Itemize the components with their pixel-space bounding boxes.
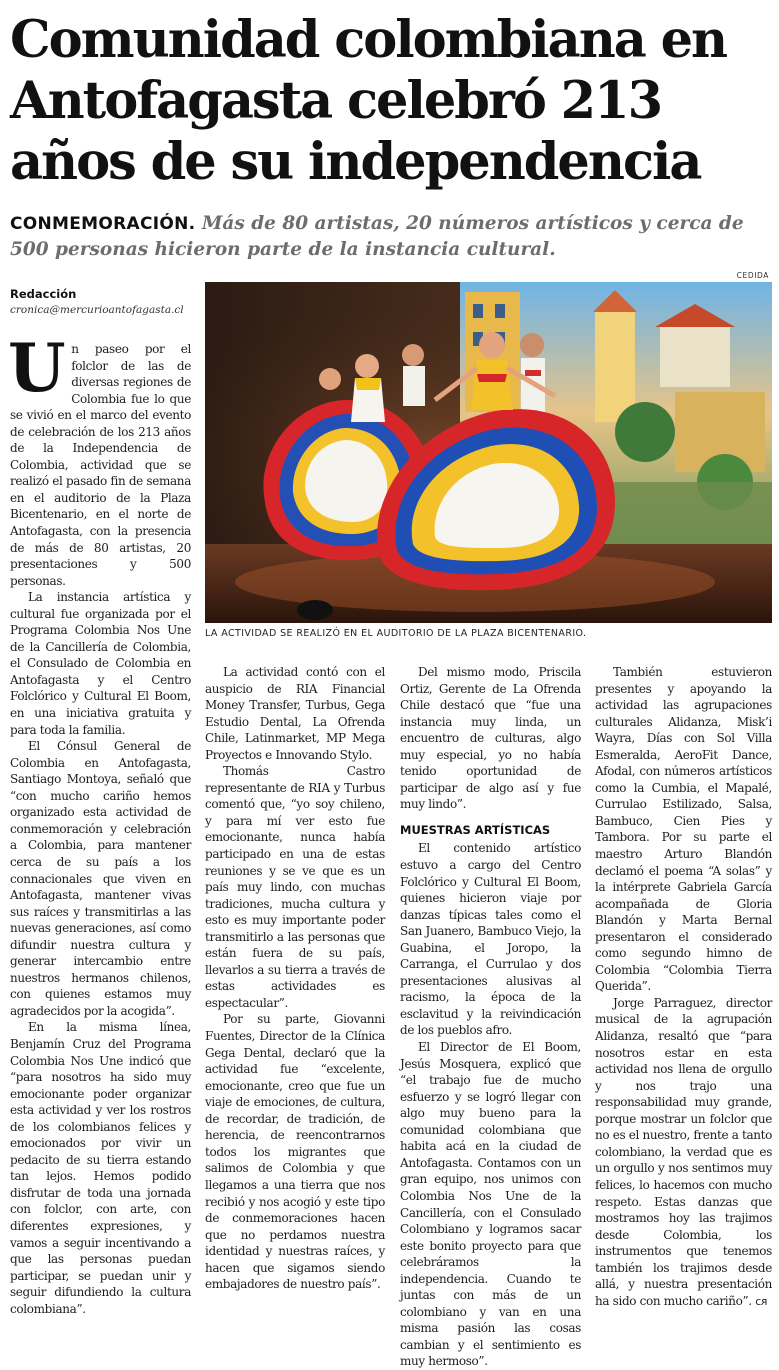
- byline-email: cronica@mercurioantofagasta.cl: [10, 304, 184, 316]
- article-column-3: [400, 664, 582, 1369]
- photo-caption: LA ACTIVIDAD SE REALIZÓ EN EL AUDITORIO DE LA PLAZA BICENTENARIO.: [205, 628, 587, 639]
- article-column-1: [8, 329, 191, 1321]
- article-paragraph: Thomás Castro representante de RIA y Turbus comentó que, “yo soy chileno, y para mí ver esto fue emocionante, nunca había participado en una de estas reuniones y se ve que es un país muy lindo, con muchas tradiciones, mucha cultura y esto es muy importante poder transmitirlo a las personas que están fuera de su país, llevarlos a su tierra a través de estas actividades es espectacular”.: [205, 764, 385, 1010]
- dropcap: U: [8, 329, 66, 407]
- article-photo: [205, 282, 772, 623]
- article-paragraph: Jorge Parraguez, director musical de la agrupación Alidanza, resaltó que “para nosotros estar en esta actividad nos llena de orgullo y nos trajo una responsabilidad muy grande, porque mostrar un folclor que no es el nuestro, frente a tanto colombiano, la verdad que es un orgullo y nos sentimos muy felices, lo hacemos con mucho respeto. Estas danzas que mostramos hoy las trajimos desde Colombia, los instrumentos que tenemos también los trajimos desde allá, y nuestra presentación ha sido con mucho cariño”. ᴄᴙ: [595, 995, 772, 1308]
- article-column-2: [205, 664, 385, 1324]
- dek-kicker: CONMEMORACIÓN.: [10, 214, 196, 234]
- article-paragraph: El Director de El Boom, Jesús Mosquera, explicó que “el trabajo fue de mucho esfuerzo y se logró llegar con algo muy bueno para la comunidad colombiana que habita acá en la ciudad de Antofagasta. Contamos con un gran equipo, nos unimos con Colombia Nos Une de la Cancillería, con el Consulado Colombiano y logramos sacar este bonito proyecto para que celebráramos la independencia. Cuando te juntas con más de un colombiano y van en una misma pasión las cosas cambian y el sentimiento es muy hermoso”.: [400, 1040, 581, 1369]
- byline: [10, 287, 190, 316]
- end-mark-icon: ᴄᴙ: [755, 1294, 768, 1308]
- byline-name: Redacción: [10, 287, 77, 301]
- article-paragraph: Por su parte, Giovanni Fuentes, Director de la Clínica Gega Dental, declaró que la actividad fue “excelente, emocionante, creo que fue un viaje de emociones, de cultura, de recordar, de tradición, de herencia, de reencontrarnos todos los migrantes que salimos de Colombia y que llegamos a una tierra que nos recibió y nos acogió y este tipo de conmemoraciones hacen que no perdamos nuestra identidad y nuestras raíces, y hacen que sigamos siendo embajadores de nuestro país”.: [205, 1012, 385, 1292]
- section-subhead: MUESTRAS ARTÍSTICAS: [400, 822, 551, 837]
- article-paragraph: La instancia artística y cultural fue organizada por el Programa Colombia Nos Une de la Cancillería de Colombia, el Consulado de Colombia en Antofagasta y el Centro Folclórico y Cultural El Boom, en una iniciativa gratuita y para toda la familia.: [10, 590, 191, 737]
- article-paragraph: Del mismo modo, Priscila Ortiz, Gerente de La Ofrenda Chile destacó que “fue una instancia muy linda, un encuentro de culturas, algo muy especial, yo no había tenido oportunidad de participar de algo así y fue muy lindo”.: [400, 665, 581, 812]
- dek: [10, 211, 770, 262]
- dancers-illustration: [205, 282, 772, 623]
- article-paragraph: La actividad contó con el auspicio de RIA Financial Money Transfer, Turbus, Gega Estudio Dental, La Ofrenda Chile, Latinmarket, MP Mega Proyectos e Innovando Stylo.: [205, 665, 385, 762]
- headline: Comunidad colombiana en Antofagasta celebró 213 años de su independencia: [10, 10, 727, 192]
- article-paragraph: También estuvieron presentes y apoyando la actividad las agrupaciones culturales Alidanza, Misk’i Wayra, Días con Sol Villa Esmeralda, AeroFit Dance, Afodal, con números artísticos como la Cumbia, el Mapalé, Currulao Estilizado, Salsa, Bambuco, Cien Pies y Tambora. Por su parte el maestro Arturo Blandón declamó el poema “A solas” y la intérprete Gabriela García acompañada de Gloria Blandón y Marta Bernal presentaron el considerado como segundo himno de Colombia “Colombia Tierra Querida”.: [595, 665, 772, 994]
- article-paragraph: El Cónsul General de Colombia en Antofagasta, Santiago Montoya, señaló que “con mucho cariño hemos organizado esta actividad de conmemoración y celebración a Colombia, para mantener cerca de su país a los connacionales que viven en Antofagasta, mantener vivas sus raíces y transmitirlas a las nuevas generaciones, así como difundir nuestra cultura y generar intercambio entre nuestros hermanos chilenos, con quienes estamos muy agradecidos por la acogida”.: [10, 739, 191, 1018]
- article-paragraph: En la misma línea, Benjamín Cruz del Programa Colombia Nos Une indicó que “para nosotros ha sido muy emocionante poder organizar esta actividad y ver los rostros de los colombianos felices y emocionados por vivir un pedacito de su tierra estando tan lejos. Hemos podido disfrutar de toda una jornada con folclor, con arte, con diferentes expresiones, y vamos a seguir incentivando a que las personas puedan participar, se puedan unir y seguir difundiendo la cultura colombiana”.: [10, 1020, 191, 1316]
- photo-credit: CEDIDA: [736, 271, 769, 280]
- dek-text: Más de 80 artistas, 20 números artísticos y cerca de 500 personas hicieron parte de la instancia cultural.: [10, 213, 744, 260]
- article-paragraph: Un paseo por el folclor de las de diversas regiones de Colombia fue lo que se vivió en el marco del evento de celebración de los 213 años de la Independencia de Colombia, actividad que se realizó el pasado fin de semana en el auditorio de la Plaza Bicentenario, en el norte de Antofagasta, con la presencia de más de 80 artistas, 20 presentaciones y 500 personas.: [8, 329, 191, 588]
- article-column-4: [595, 664, 772, 1324]
- article-paragraph: El contenido artístico estuvo a cargo del Centro Folclórico y Cultural El Boom, quienes hicieron viaje por danzas típicas tales como el San Juanero, Bambuco Viejo, la Guabina, el Joropo, la Carranga, el Currulao y dos presentaciones alusivas al racismo, la época de la esclavitud y la reivindicación de los pueblos afro.: [400, 841, 582, 1038]
